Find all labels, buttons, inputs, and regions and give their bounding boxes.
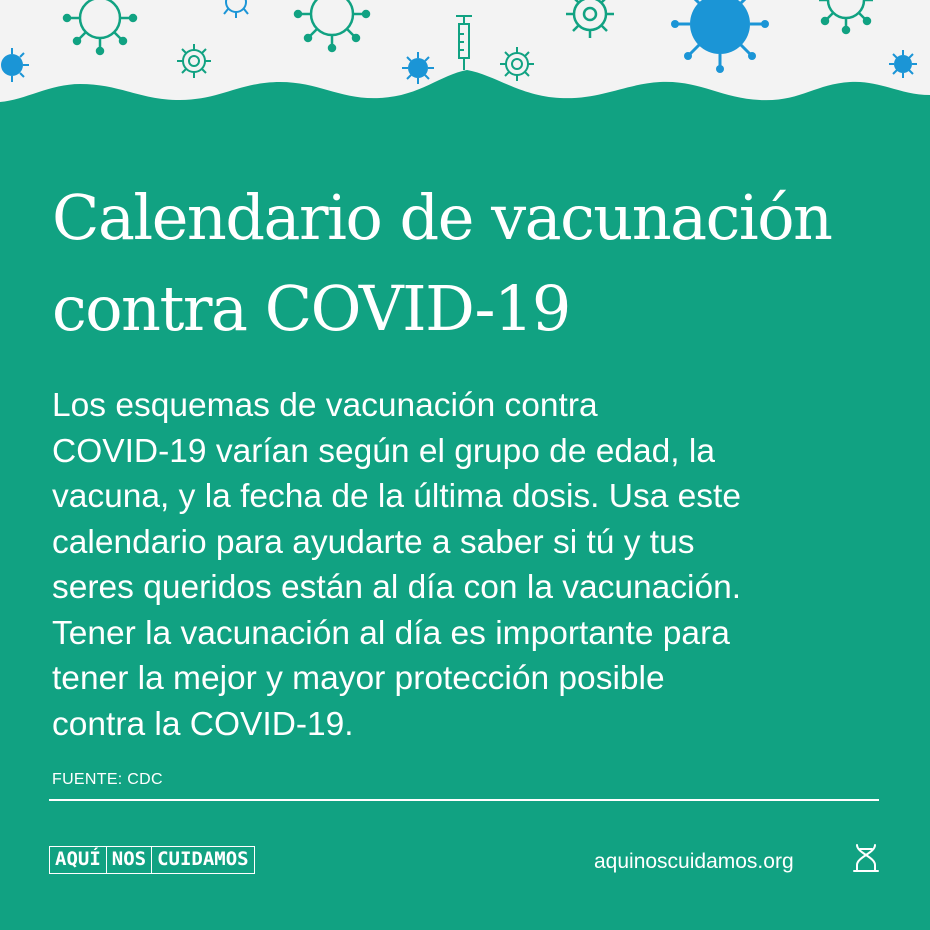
page-title xyxy=(52,172,912,354)
brand-logo xyxy=(49,846,255,874)
dna-logo-icon xyxy=(852,843,880,873)
description-line: Los esquemas de vacunación contra xyxy=(52,387,598,424)
brand-word: CUIDAMOS xyxy=(151,847,254,873)
description-line: tener la mejor y mayor protección posible xyxy=(52,660,665,697)
description-line: contra la COVID-19. xyxy=(52,705,354,743)
brand-word: AQUÍ xyxy=(55,848,101,870)
description-line: seres queridos están al día con la vacunación. xyxy=(52,569,742,606)
source-note: FUENTE: CDC xyxy=(52,771,163,788)
brand-word: NOS xyxy=(106,847,151,873)
divider xyxy=(49,799,879,801)
description-line: COVID-19 varían según el grupo de edad, la xyxy=(52,432,715,470)
title-line: contra COVID-19 xyxy=(52,272,570,345)
title-line: Calendario de vacunación xyxy=(52,181,832,254)
virus-icon xyxy=(889,50,917,78)
description-line: vacuna, y la fecha de la última dosis. Usa este xyxy=(52,478,741,515)
description-paragraph xyxy=(52,383,912,747)
website-link[interactable]: aquinoscuidamos.org xyxy=(594,850,794,873)
virus-banner xyxy=(0,0,930,120)
description-line: calendario para ayudarte a saber si tú y tus xyxy=(52,523,695,561)
description-line: Tener la vacunación al día es importante para xyxy=(52,614,730,652)
